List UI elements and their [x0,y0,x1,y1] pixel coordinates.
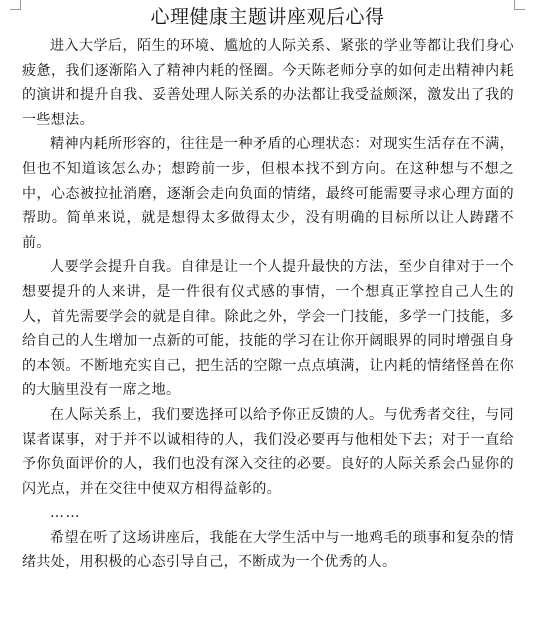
paragraph-internal-friction: 精神内耗所形容的，往往是一种矛盾的心理状态：对现实生活存在不满，但也不知道该怎么办；想跨前一步，但根本找不到方向。在这种想与不想之中，心态被拉扯消磨，逐渐会走向负面的情绪，最终可能需要寻求心理方面的帮助。简单来说，就是想得太多做得太少，没有明确的目标所以让人踌躇不前。 [22,136,514,251]
paragraph-self-improvement: 人要学会提升自我。自律是让一个人提升最快的方法，至少自律对于一个想要提升的人来讲，是一件很有仪式感的事情，一个想真正掌控自己人生的人，首先需要学会的就是自律。除此之外，学会一门技能，多学一门技能，多给自己的人生增加一点新的可能，技能的学习在让你开阔眼界的同时增强自身的本领。不断地充实自己，把生活的空隙一点点填满，让内耗的情绪怪兽在你的大脑里没有一席之地。 [22,259,514,399]
paragraph-relationships: 在人际关系上，我们要选择可以给予你正反馈的人。与优秀者交往，与同谋者谋事，对于并不以诚相待的人，我们没必要再与他相处下去；对于一直给予你负面评价的人，我们也没有深入交往的必要。良好的人际关系会凸显你的闪光点，并在交往中使双方相得益彰的。 [22,406,514,497]
paragraph-intro: 进入大学后，陌生的环境、尴尬的人际关系、紧张的学业等都让我们身心疲惫，我们逐渐陷入了精神内耗的怪圈。今天陈老师分享的如何走出精神内耗的演讲和提升自我、妥善处理人际关系的办法都让我受益颇深，激发出了我的一些想法。 [22,38,514,128]
document-body [22,34,514,575]
paragraph-ellipsis: …… [50,505,81,522]
document-title: 心理健康主题讲座观后心得 [150,6,385,28]
paragraph-conclusion: 希望在听了这场讲座后，我能在大学生活中与一地鸡毛的琐事和复杂的情绪共处，用积极的心态引导自己，不断成为一个优秀的人。 [22,529,514,571]
